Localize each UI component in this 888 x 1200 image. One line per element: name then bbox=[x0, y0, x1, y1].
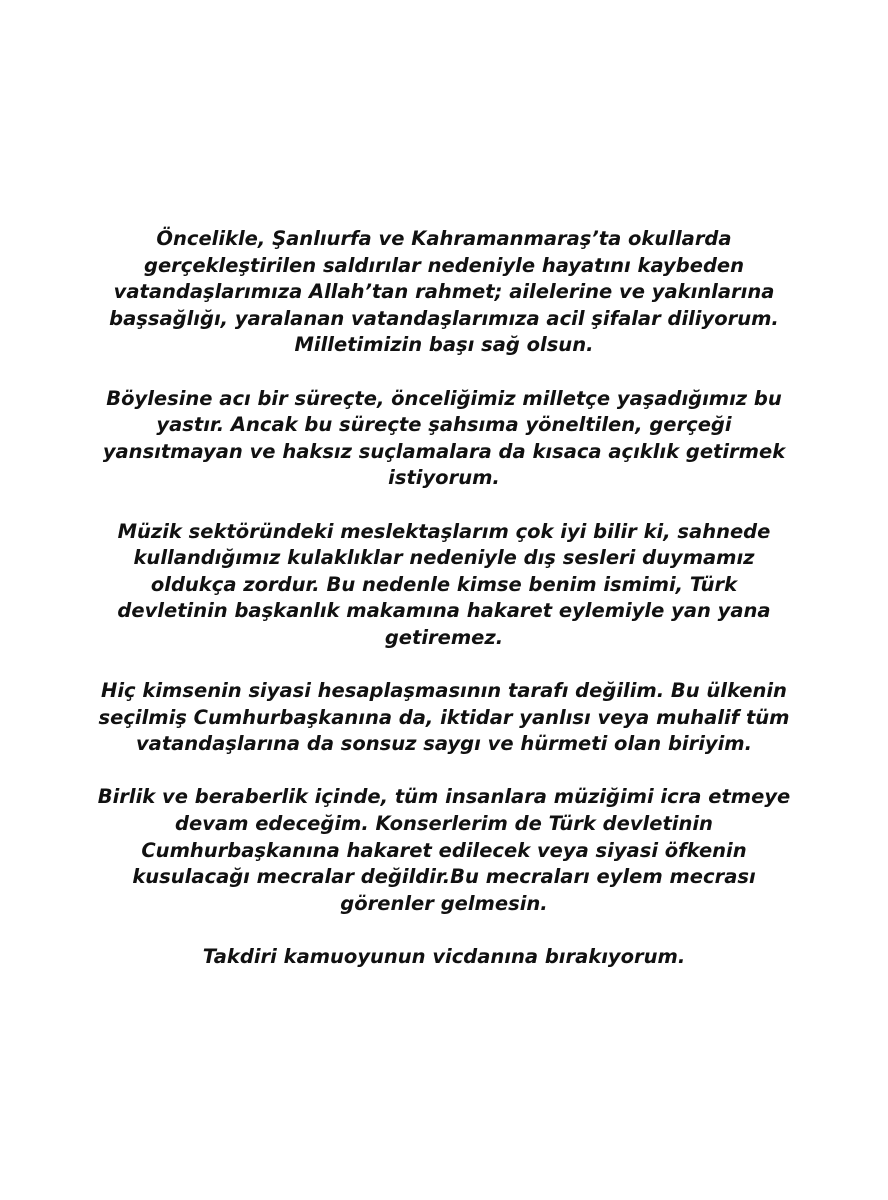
text-line: görenler gelmesin. bbox=[340, 891, 548, 915]
text-line: devletinin başkanlık makamına hakaret eylemiyle yan yana bbox=[117, 599, 771, 623]
text-line: Böylesine acı bir süreçte, önceliğimiz milletçe yaşadığımız bu bbox=[106, 386, 782, 410]
text-line: Cumhurbaşkanına hakaret edilecek veya siyasi öfkenin bbox=[141, 838, 747, 862]
text-line: oldukça zordur. Bu nedenle kimse benim ismimi, Türk bbox=[150, 572, 738, 596]
text-line: devam edeceğim. Konserlerim de Türk devletinin bbox=[175, 812, 713, 836]
text-line: Hiç kimsenin siyasi hesaplaşmasının tarafı değilim. Bu ülkenin bbox=[101, 679, 787, 703]
text-line: Müzik sektöründeki meslektaşlarım çok iyi bilir ki, sahnede bbox=[117, 519, 771, 543]
text-line: Takdiri kamuoyunun vicdanına bırakıyorum. bbox=[202, 945, 686, 969]
paragraph-neutrality bbox=[0, 678, 888, 758]
text-line: Öncelikle, Şanlıurfa ve Kahramanmaraş’ta okullarda bbox=[156, 227, 732, 250]
text-line: gerçekleştirilen saldırılar nedeniyle hayatını kaybeden bbox=[143, 253, 745, 277]
text-line: başsağlığı, yaralanan vatandaşlarımıza acil şifalar diliyorum. bbox=[109, 306, 779, 330]
text-line: Milletimizin başı sağ olsun. bbox=[294, 333, 594, 357]
text-line: getiremez. bbox=[384, 625, 504, 649]
paragraph-concerts bbox=[0, 784, 888, 917]
text-line: seçilmiş Cumhurbaşkanına da, iktidar yanlısı veya muhalif tüm bbox=[98, 705, 790, 729]
paragraph-headphones bbox=[0, 519, 888, 652]
statement-text bbox=[0, 226, 888, 997]
text-line: Birlik ve beraberlik içinde, tüm insanlara müziğimi icra etmeye bbox=[97, 785, 791, 809]
text-line: yastır. Ancak bu süreçte şahsıma yöneltilen, gerçeği bbox=[156, 413, 732, 437]
paragraph-closing bbox=[0, 944, 888, 971]
paragraph-condolences bbox=[0, 226, 888, 359]
text-line: vatandaşlarımıza Allah’tan rahmet; ailelerine ve yakınlarına bbox=[113, 280, 775, 304]
text-line: kusulacağı mecralar değildir.Bu mecraları eylem mecrası bbox=[132, 865, 756, 889]
text-line: yansıtmayan ve haksız suçlamalara da kısaca açıklık getirmek bbox=[102, 439, 786, 463]
text-line: kullandığımız kulaklıklar nedeniyle dış sesleri duymamız bbox=[133, 546, 755, 570]
text-line: istiyorum. bbox=[388, 466, 500, 490]
paragraph-clarification bbox=[0, 386, 888, 492]
text-line: vatandaşlarına da sonsuz saygı ve hürmeti olan biriyim. bbox=[135, 732, 753, 756]
